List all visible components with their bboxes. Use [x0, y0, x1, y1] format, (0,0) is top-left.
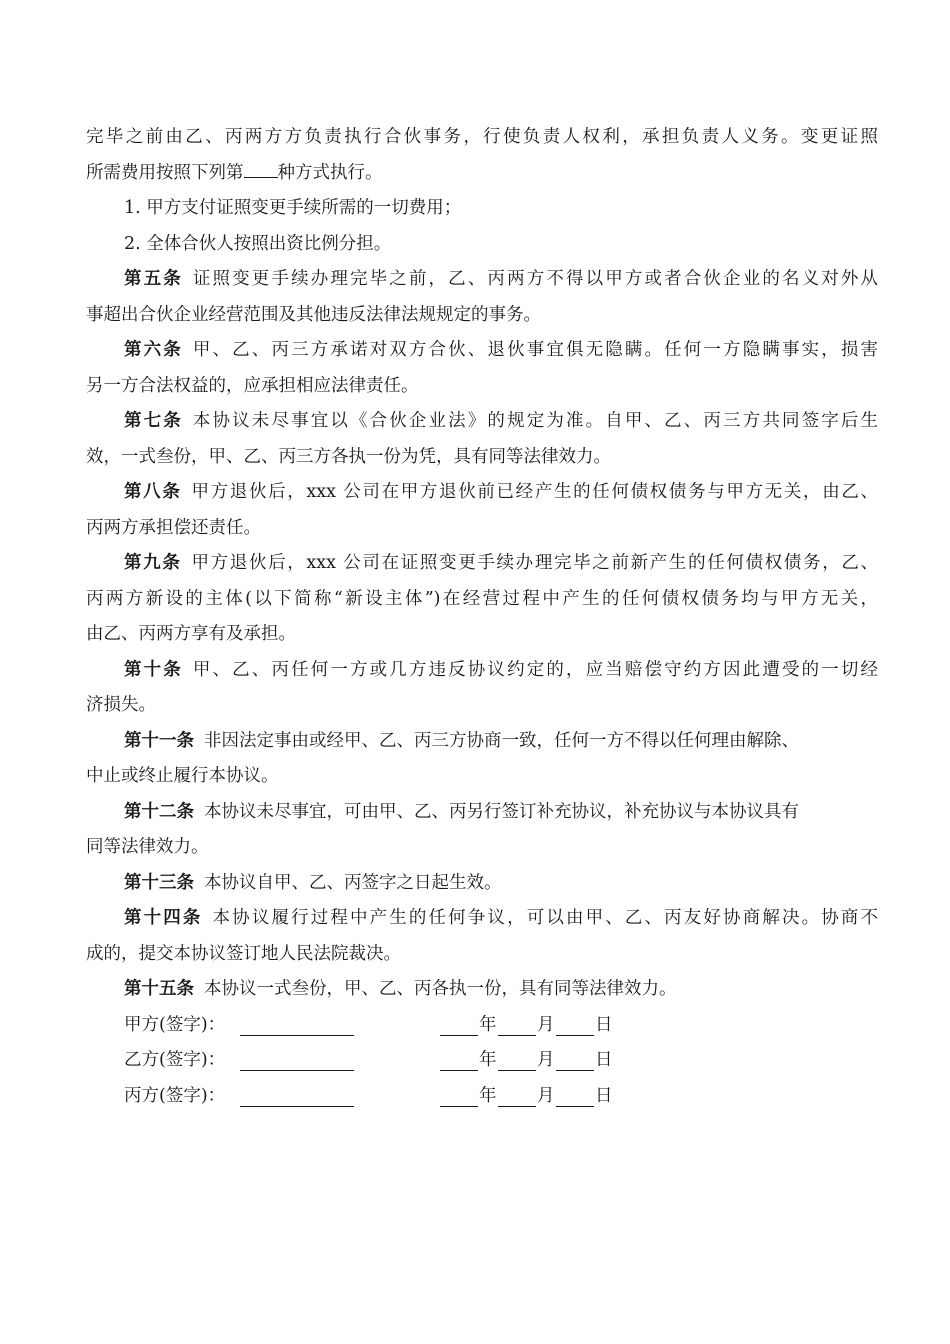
article-12-number: 第十二条 [124, 801, 194, 822]
article-13-text-1: 本协议自甲、乙、丙签字之日起生效。 [204, 872, 502, 893]
option-1: 1. 甲方支付证照变更手续所需的一切费用； [124, 198, 462, 218]
option-2: 2. 全体合伙人按照出资比例分担。 [124, 233, 392, 254]
date-year-field[interactable] [440, 1088, 478, 1107]
date-month-field[interactable] [498, 1052, 536, 1071]
date-day-field[interactable] [556, 1017, 594, 1036]
article-10-line-2: 济损失。 [86, 695, 156, 715]
intro-line-2 [86, 156, 878, 192]
article-5-line-2: 事超出合伙企业经营范围及其他违反法律法规规定的事务。 [86, 304, 541, 325]
article-14-line-2: 成的，提交本协议签订地人民法院裁决。 [86, 943, 401, 964]
article-6-line-1 [86, 333, 878, 369]
article-11-number: 第十一条 [124, 730, 194, 751]
article-6-line-2: 另一方合法权益的，应承担相应法律责任。 [86, 375, 419, 396]
article-7-line-1 [86, 404, 878, 440]
article-11-line-1 [86, 724, 878, 760]
date-month-field[interactable] [498, 1088, 536, 1107]
year-label: 年 [479, 1014, 497, 1035]
article-9-number: 第九条 [124, 553, 182, 573]
day-label: 日 [595, 1014, 613, 1035]
signature-row-party-b [86, 1043, 878, 1079]
article-15-line-1 [86, 972, 878, 1008]
signature-row-party-c [86, 1079, 878, 1115]
signature-field[interactable] [240, 1017, 354, 1036]
article-5-line-1 [86, 262, 878, 298]
article-14-number: 第十四条 [124, 908, 203, 928]
signature-field[interactable] [240, 1052, 354, 1071]
article-11-text-1: 非因法定事由或经甲、乙、丙三方协商一致，任何一方不得以任何理由解除、 [204, 730, 799, 751]
month-label: 月 [537, 1085, 555, 1106]
intro-line-1: 完毕之前由乙、丙两方方负责执行合伙事务，行使负责人权利，承担负责人义务。变更证照 [86, 127, 878, 147]
article-9-line-2: 丙两方新设的主体(以下简称“新设主体”)在经营过程中产生的任何债权债务均与甲方无关， [86, 588, 878, 609]
article-7-line-2: 效，一式叁份，甲、乙、丙三方各执一份为凭，具有同等法律效力。 [86, 446, 611, 467]
signature-label: 乙方(签字)： [124, 1050, 226, 1070]
option-number-blank[interactable] [244, 159, 278, 178]
article-9-text-1: 甲方退伙后，xxx 公司在证照变更手续办理完毕之前新产生的任何债权债务，乙、 [191, 553, 879, 573]
month-label: 月 [537, 1014, 555, 1035]
article-5-text-1: 证照变更手续办理完毕之前，乙、丙两方不得以甲方或者合伙企业的名义对外从 [192, 269, 878, 289]
article-15-number: 第十五条 [124, 979, 194, 999]
year-label: 年 [479, 1085, 497, 1106]
document-page [86, 120, 878, 1114]
intro-line-2-before: 所需费用按照下列第 [86, 162, 244, 183]
article-7-number: 第七条 [124, 411, 183, 431]
date-day-field[interactable] [556, 1052, 594, 1071]
article-13-number: 第十三条 [124, 872, 194, 893]
article-12-line-2: 同等法律效力。 [86, 837, 209, 857]
article-10-line-1 [86, 653, 878, 689]
date-year-field[interactable] [440, 1017, 478, 1036]
article-9-line-1 [86, 546, 878, 582]
article-14-text-1: 本协议履行过程中产生的任何争议，可以由甲、乙、丙友好协商解决。协商不 [212, 908, 879, 928]
article-13-line-1 [86, 866, 878, 902]
date-day-field[interactable] [556, 1088, 594, 1107]
article-8-text-1: 甲方退伙后，xxx 公司在甲方退伙前已经产生的任何债权债务与甲方无关，由乙、 [191, 482, 879, 502]
day-label: 日 [595, 1050, 613, 1070]
article-14-line-1 [86, 901, 878, 937]
signature-row-party-a [86, 1008, 878, 1044]
article-6-number: 第六条 [124, 340, 183, 360]
article-7-text-1: 本协议未尽事宜以《合伙企业法》的规定为准。自甲、乙、丙三方共同签字后生 [192, 411, 878, 431]
day-label: 日 [595, 1085, 613, 1106]
intro-line-2-after: 种方式执行。 [277, 162, 383, 183]
article-6-text-1: 甲、乙、丙三方承诺对双方合伙、退伙事宜俱无隐瞒。任何一方隐瞒事实，损害 [192, 340, 878, 360]
article-11-line-2: 中止或终止履行本协议。 [86, 766, 279, 786]
date-year-field[interactable] [440, 1052, 478, 1071]
article-15-text-1: 本协议一式叁份，甲、乙、丙各执一份，具有同等法律效力。 [204, 979, 677, 999]
signature-label: 甲方(签字)： [124, 1014, 226, 1035]
date-month-field[interactable] [498, 1017, 536, 1036]
article-10-number: 第十条 [124, 659, 183, 680]
signature-field[interactable] [240, 1088, 354, 1107]
year-label: 年 [479, 1050, 497, 1070]
signature-label: 丙方(签字)： [124, 1085, 226, 1106]
article-8-line-1 [86, 475, 878, 511]
article-5-number: 第五条 [124, 269, 183, 289]
article-12-line-1 [86, 795, 878, 831]
article-8-number: 第八条 [124, 482, 182, 502]
article-9-line-3: 由乙、丙两方享有及承担。 [86, 624, 296, 644]
article-10-text-1: 甲、乙、丙任何一方或几方违反协议约定的，应当赔偿守约方因此遭受的一切经 [192, 659, 878, 680]
month-label: 月 [537, 1050, 555, 1070]
article-12-text-1: 本协议未尽事宜，可由甲、乙、丙另行签订补充协议，补充协议与本协议具有 [204, 801, 799, 822]
article-8-line-2: 丙两方承担偿还责任。 [86, 517, 261, 538]
